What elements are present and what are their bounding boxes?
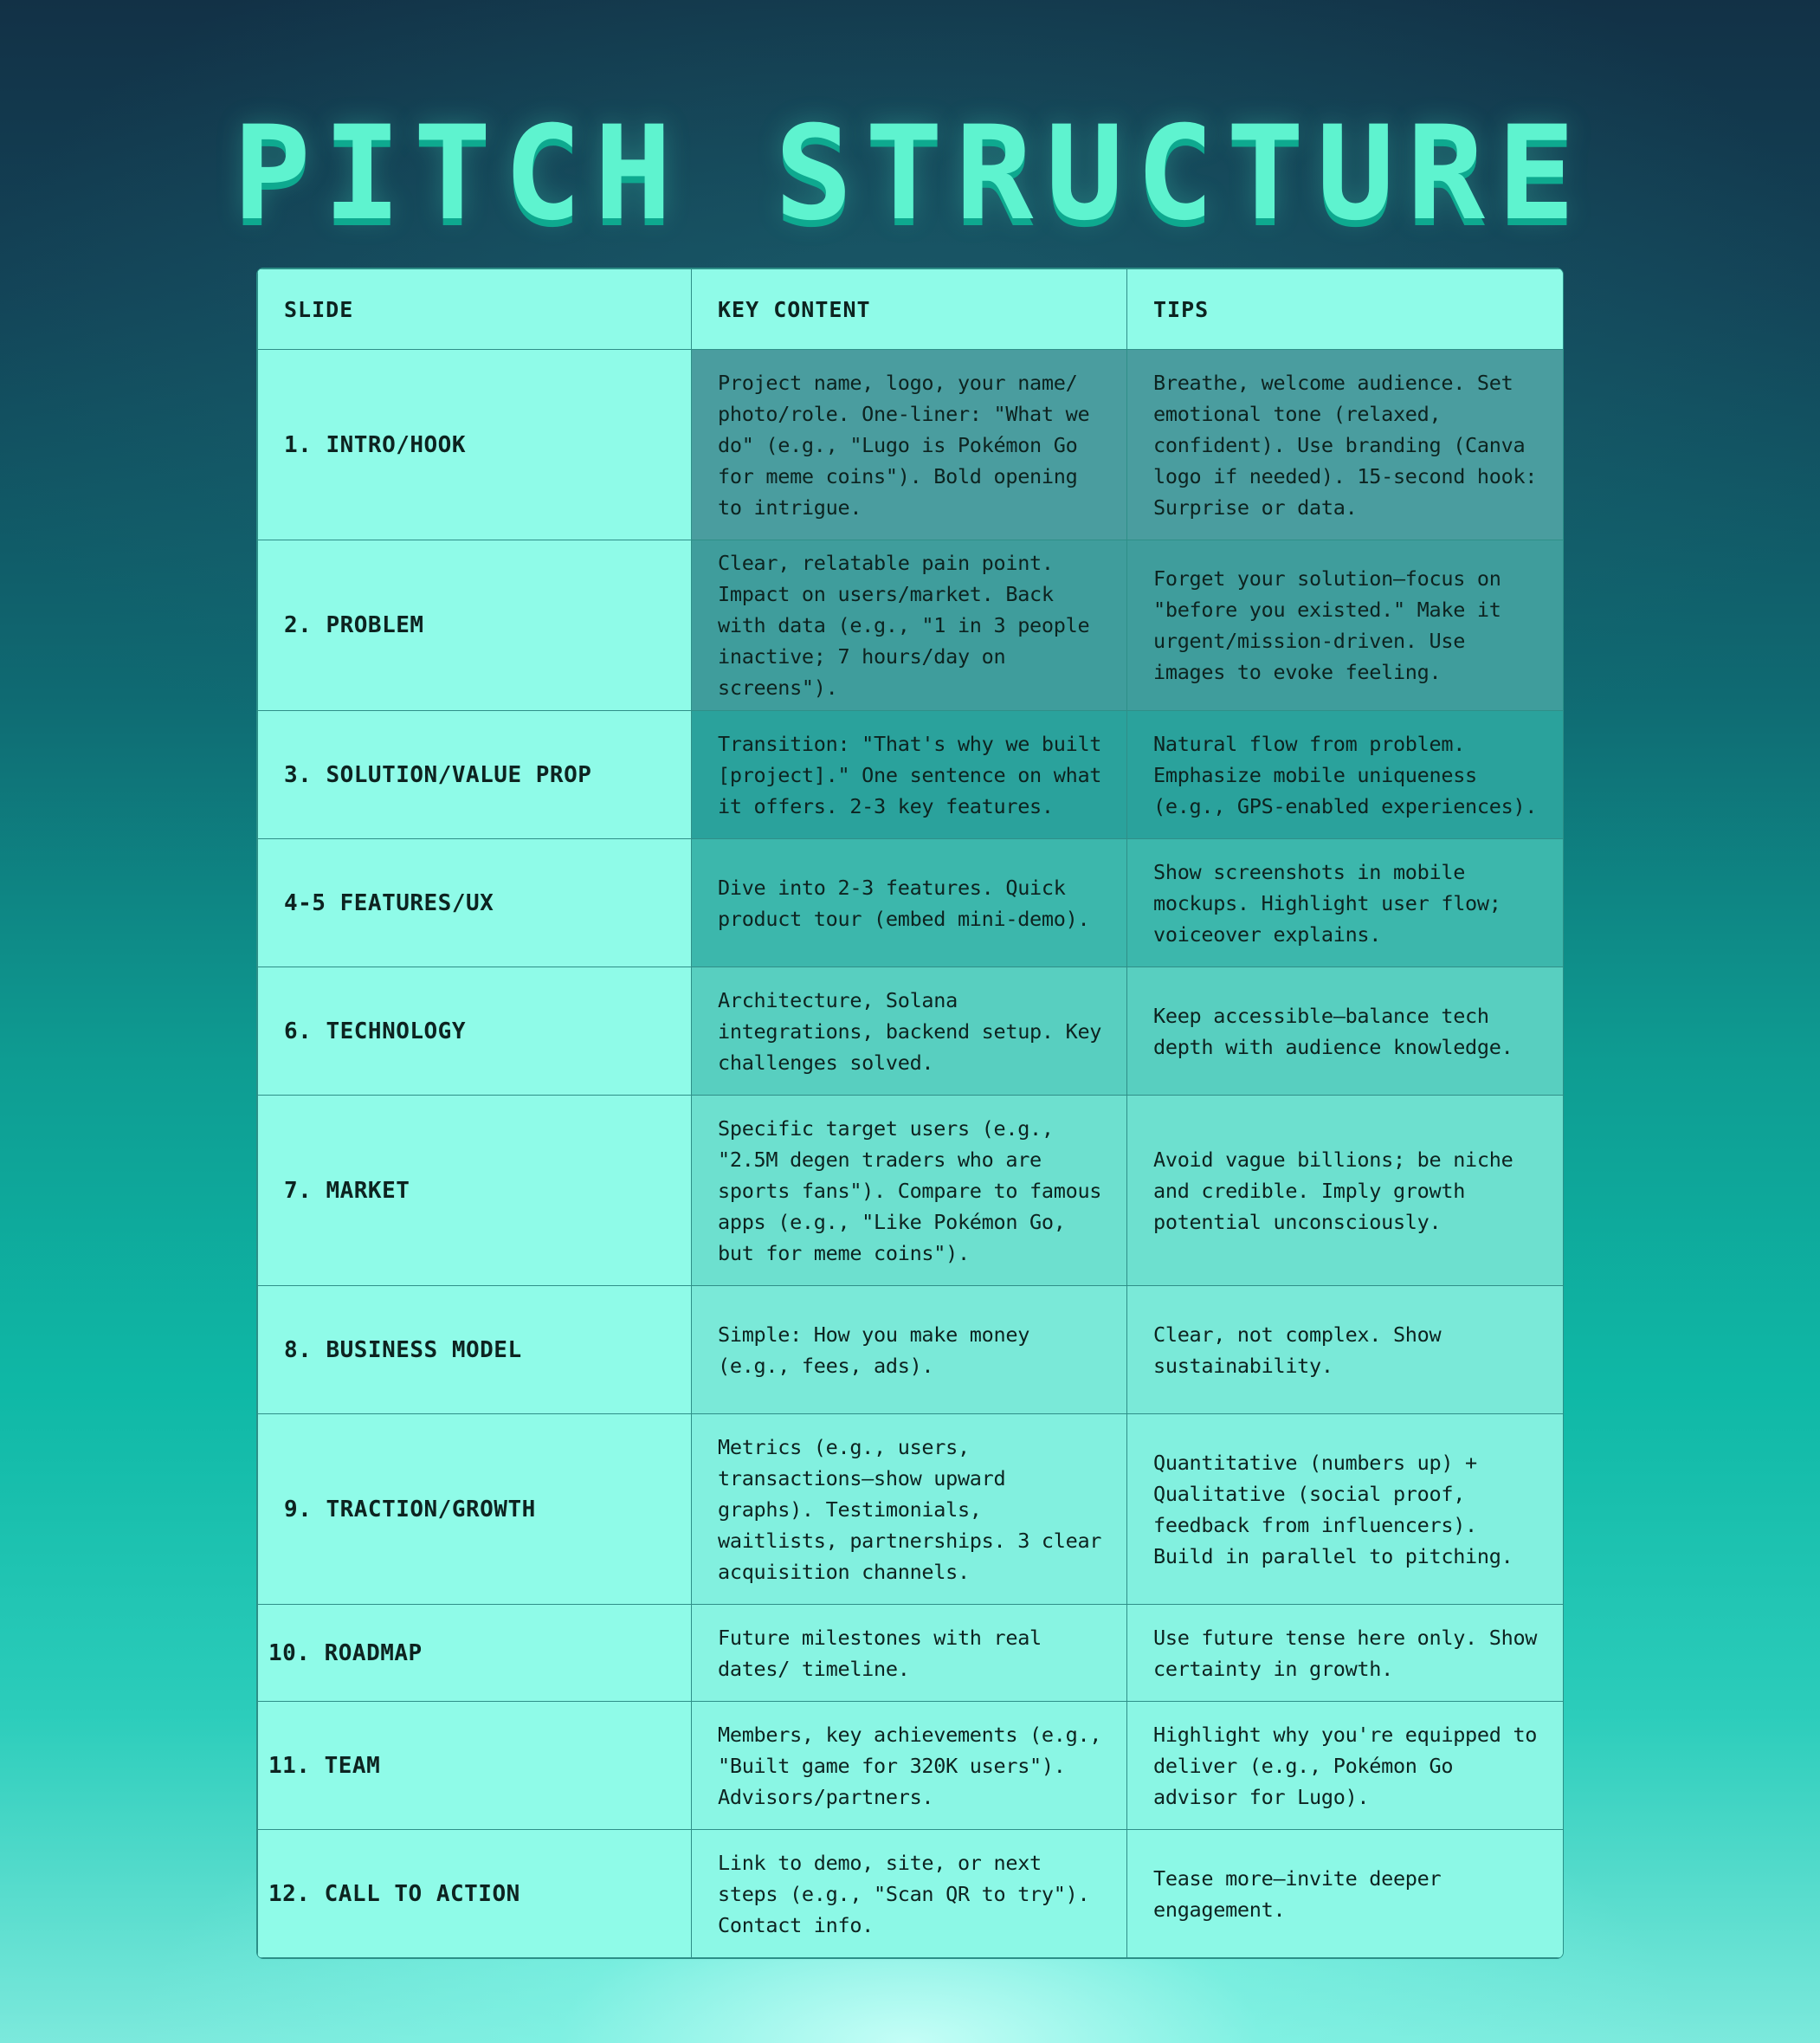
table-row bbox=[258, 711, 1564, 839]
slide-cell: 6. TECHNOLOGY bbox=[258, 967, 692, 1096]
table-row bbox=[258, 1830, 1564, 1958]
key-content-cell: Simple: How you make money (e.g., fees, ads). bbox=[692, 1286, 1127, 1414]
tips-cell: Keep accessible—balance tech depth with audience knowledge. bbox=[1127, 967, 1564, 1096]
table-row bbox=[258, 1286, 1564, 1414]
tips-cell: Highlight why you're equipped to deliver (e.g., Pokémon Go advisor for Lugo). bbox=[1127, 1702, 1564, 1830]
key-content-cell: Future milestones with real dates/ timeline. bbox=[692, 1605, 1127, 1702]
tips-cell: Use future tense here only. Show certainty in growth. bbox=[1127, 1605, 1564, 1702]
table-row bbox=[258, 350, 1564, 540]
table-row bbox=[258, 1414, 1564, 1605]
table-row bbox=[258, 1605, 1564, 1702]
table-row bbox=[258, 540, 1564, 711]
table-row bbox=[258, 1096, 1564, 1286]
slide-cell: 7. MARKET bbox=[258, 1096, 692, 1286]
key-content-cell: Clear, relatable pain point. Impact on users/market. Back with data (e.g., "1 in 3 people inactive; 7 hours/day on screens"). bbox=[692, 540, 1127, 711]
slide-cell: 1. INTRO/HOOK bbox=[258, 350, 692, 540]
tips-cell: Avoid vague billions; be niche and credible. Imply growth potential unconsciously. bbox=[1127, 1096, 1564, 1286]
key-content-cell: Project name, logo, your name/ photo/role. One-liner: "What we do" (e.g., "Lugo is Pokémon Go for meme coins"). Bold opening to intrigue. bbox=[692, 350, 1127, 540]
page-title: PITCH STRUCTURE bbox=[232, 99, 1588, 249]
tips-cell: Breathe, welcome audience. Set emotional tone (relaxed, confident). Use branding (Canva logo if needed). 15-second hook: Surprise or data. bbox=[1127, 350, 1564, 540]
tips-cell: Tease more—invite deeper engagement. bbox=[1127, 1830, 1564, 1958]
table-row bbox=[258, 967, 1564, 1096]
slide-cell: 2. PROBLEM bbox=[258, 540, 692, 711]
pitch-structure-table bbox=[256, 268, 1564, 1959]
table-row bbox=[258, 839, 1564, 967]
tips-cell: Forget your solution—focus on "before you existed." Make it urgent/mission-driven. Use images to evoke feeling. bbox=[1127, 540, 1564, 711]
slide-cell: 11. TEAM bbox=[258, 1702, 692, 1830]
slide-cell: 12. CALL TO ACTION bbox=[258, 1830, 692, 1958]
tips-cell: Clear, not complex. Show sustainability. bbox=[1127, 1286, 1564, 1414]
column-header-key-content: KEY CONTENT bbox=[692, 269, 1127, 350]
slide-cell: 3. SOLUTION/VALUE PROP bbox=[258, 711, 692, 839]
slide-cell: 9. TRACTION/GROWTH bbox=[258, 1414, 692, 1605]
slide-cell: 8. BUSINESS MODEL bbox=[258, 1286, 692, 1414]
key-content-cell: Transition: "That's why we built [project]." One sentence on what it offers. 2-3 key features. bbox=[692, 711, 1127, 839]
column-header-slide: SLIDE bbox=[258, 269, 692, 350]
key-content-cell: Link to demo, site, or next steps (e.g., "Scan QR to try"). Contact info. bbox=[692, 1830, 1127, 1958]
key-content-cell: Metrics (e.g., users, transactions—show upward graphs). Testimonials, waitlists, partnerships. 3 clear acquisition channels. bbox=[692, 1414, 1127, 1605]
key-content-cell: Members, key achievements (e.g., "Built game for 320K users"). Advisors/partners. bbox=[692, 1702, 1127, 1830]
tips-cell: Quantitative (numbers up) + Qualitative (social proof, feedback from influencers). Build in parallel to pitching. bbox=[1127, 1414, 1564, 1605]
column-header-tips: TIPS bbox=[1127, 269, 1564, 350]
slide-cell: 10. ROADMAP bbox=[258, 1605, 692, 1702]
key-content-cell: Architecture, Solana integrations, backend setup. Key challenges solved. bbox=[692, 967, 1127, 1096]
key-content-cell: Dive into 2-3 features. Quick product tour (embed mini-demo). bbox=[692, 839, 1127, 967]
key-content-cell: Specific target users (e.g., "2.5M degen traders who are sports fans"). Compare to famous apps (e.g., "Like Pokémon Go, but for meme coins"). bbox=[692, 1096, 1127, 1286]
slide-cell: 4-5 FEATURES/UX bbox=[258, 839, 692, 967]
table-header-row bbox=[258, 269, 1564, 350]
tips-cell: Natural flow from problem. Emphasize mobile uniqueness (e.g., GPS-enabled experiences). bbox=[1127, 711, 1564, 839]
tips-cell: Show screenshots in mobile mockups. Highlight user flow; voiceover explains. bbox=[1127, 839, 1564, 967]
table-row bbox=[258, 1702, 1564, 1830]
pitch-table bbox=[257, 268, 1564, 1958]
